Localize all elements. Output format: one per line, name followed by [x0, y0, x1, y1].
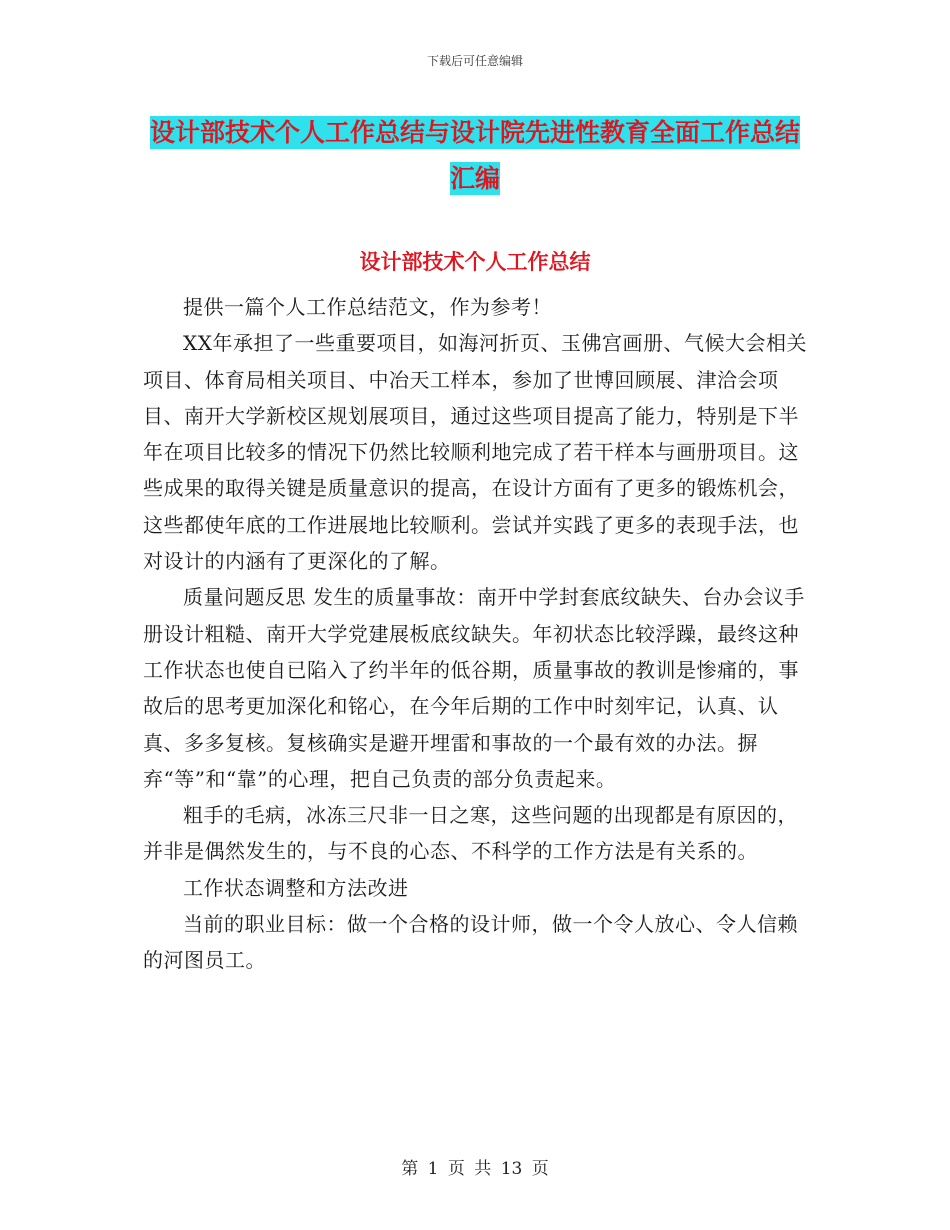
paragraph: 粗手的毛病，冰冻三尺非一日之寒，这些问题的出现都是有原因的，并非是偶然发生的，与不良的心态、不科学的工作方法是有关系的。	[143, 803, 798, 864]
page-number: 第 1 页 共 13 页	[401, 1159, 549, 1179]
document-title	[140, 110, 810, 202]
paragraph: 质量问题反思 发生的质量事故：南开中学封套底纹缺失、台办会议手册设计粗糙、南开大学党建展板底纹缺失。年初状态比较浮躁，最终这种工作状态也使自已陷入了约半年的低谷期，质量事故的教训是惨痛的，事故后的思考更加深化和铭心，在今年后期的工作中时刻牢记，认真、认真、多多复核。复核确实是避开埋雷和事故的一个最有效的办法。摒弃“等”和“靠”的心理，把自己负责的部分负责起来。	[143, 585, 805, 791]
paragraph: XX年承担了一些重要项目，如海河折页、玉佛宫画册、气候大会相关项目、体育局相关项目、中冶天工样本，参加了世博回顾展、津洽会项目、南开大学新校区规划展项目，通过这些项目提高了能力，特别是下半年在项目比较多的情况下仍然比较顺利地完成了若干样本与画册项目。这些成果的取得关键是质量意识的提高，在设计方面有了更多的锻炼机会，这些都使年底的工作进展地比较顺利。尝试并实践了更多的表现手法，也对设计的内涵有了更深化的了解。	[143, 331, 807, 574]
paragraph: 工作状态调整和方法改进	[183, 875, 409, 900]
page-header-note: 下载后可任意编辑	[426, 54, 523, 68]
paragraph: 提供一篇个人工作总结范文，作为参考！	[183, 295, 552, 319]
section-title: 设计部技术个人工作总结	[359, 250, 591, 274]
document-body	[143, 289, 808, 979]
document-title-text: 设计部技术个人工作总结与设计院先进性教育全面工作总结汇编	[149, 118, 800, 193]
paragraph: 当前的职业目标：做一个合格的设计师，做一个令人放心、令人信赖的河图员工。	[143, 912, 798, 973]
